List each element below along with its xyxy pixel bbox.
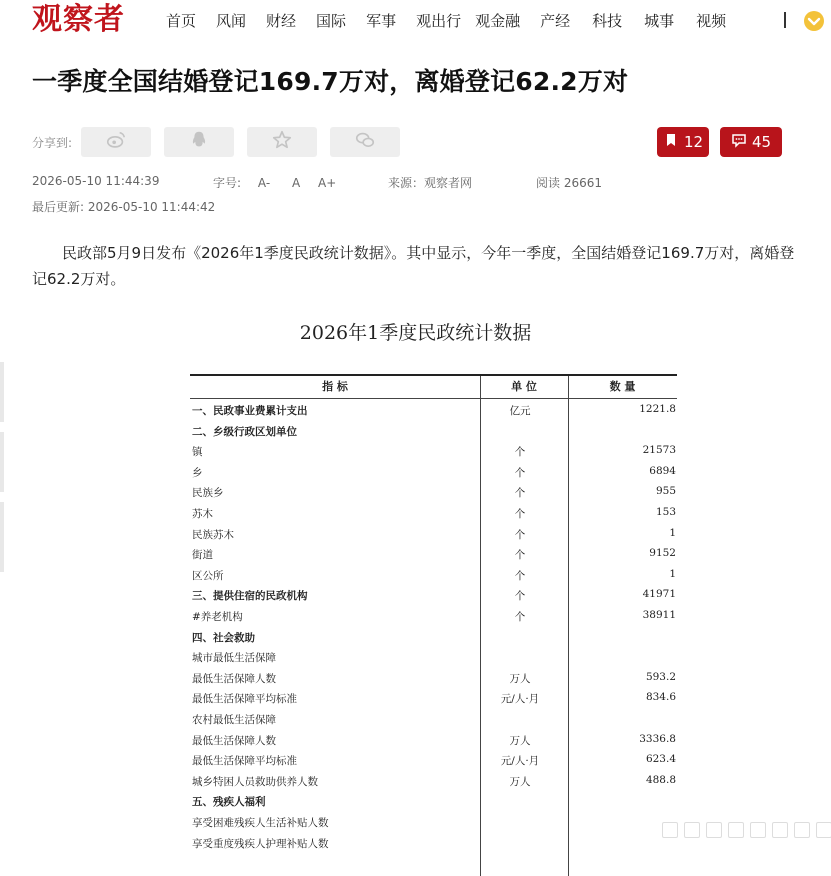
comment-icon bbox=[731, 132, 752, 152]
header-value: 数 量 bbox=[609, 380, 636, 393]
row-indicator: #养老机构 bbox=[192, 611, 243, 623]
font-size-control bbox=[213, 174, 336, 191]
statistics-table bbox=[190, 374, 677, 876]
nav-item-travel[interactable]: 观出行 bbox=[416, 12, 462, 30]
row-value: 41971 bbox=[642, 588, 676, 601]
nav-menu bbox=[166, 10, 726, 32]
nav-item-video[interactable]: 视频 bbox=[696, 12, 727, 30]
bookmark-button[interactable] bbox=[657, 127, 709, 157]
row-indicator: 乡 bbox=[192, 466, 203, 479]
table-row bbox=[190, 627, 677, 648]
row-indicator: 享受重度残疾人护理补贴人数 bbox=[192, 837, 329, 850]
row-unit: 万人 bbox=[509, 672, 531, 685]
table-row bbox=[190, 441, 677, 462]
row-value: 1221.8 bbox=[639, 403, 676, 415]
nav-item-city[interactable]: 城事 bbox=[644, 12, 675, 30]
table-row bbox=[190, 730, 677, 751]
weibo-icon bbox=[105, 129, 127, 155]
row-indicator: 最低生活保障平均标准 bbox=[192, 755, 297, 768]
row-unit: 个 bbox=[514, 569, 526, 582]
table-row bbox=[190, 524, 677, 545]
statistics-figure bbox=[0, 300, 831, 855]
row-indicator: 区公所 bbox=[192, 569, 224, 582]
row-indicator: 二、乡级行政区划单位 bbox=[192, 425, 297, 438]
share-qq-button[interactable] bbox=[164, 127, 234, 157]
row-unit: 个 bbox=[514, 611, 526, 623]
row-indicator: 四、社会救助 bbox=[192, 631, 255, 644]
bookmark-icon bbox=[663, 132, 684, 152]
row-indicator: 镇 bbox=[192, 446, 203, 459]
table-row bbox=[190, 709, 677, 730]
overlay-dot bbox=[750, 822, 766, 838]
star-icon bbox=[271, 129, 293, 155]
overlay-dot bbox=[662, 822, 678, 838]
table-row bbox=[190, 750, 677, 771]
row-unit: 元/人·月 bbox=[500, 693, 540, 706]
row-indicator: 最低生活保障人数 bbox=[192, 734, 276, 747]
header-indicator: 指 标 bbox=[322, 380, 348, 393]
overlay-dot bbox=[684, 822, 700, 838]
row-indicator: 一、民政事业费累计支出 bbox=[192, 405, 308, 417]
row-value: 9152 bbox=[649, 547, 676, 560]
table-row bbox=[190, 585, 677, 606]
row-value: 1 bbox=[669, 526, 676, 539]
side-edge bbox=[0, 432, 4, 492]
row-value: 834.6 bbox=[645, 691, 676, 704]
side-edge bbox=[0, 362, 4, 422]
row-value: 38911 bbox=[642, 609, 676, 621]
header-divider bbox=[190, 398, 677, 399]
table-row bbox=[190, 400, 677, 421]
row-indicator: 民族乡 bbox=[192, 487, 224, 500]
nav-divider bbox=[784, 12, 786, 28]
nav-item-fengwen[interactable]: 风闻 bbox=[216, 12, 247, 30]
table-row bbox=[190, 606, 677, 627]
row-unit: 亿元 bbox=[509, 405, 531, 417]
row-indicator: 街道 bbox=[192, 549, 213, 562]
row-value: 21573 bbox=[642, 444, 676, 457]
table-row bbox=[190, 771, 677, 792]
table-row bbox=[190, 791, 677, 812]
table-row bbox=[190, 421, 677, 442]
comment-button[interactable] bbox=[720, 127, 782, 157]
table-row bbox=[190, 482, 677, 503]
row-unit: 个 bbox=[514, 466, 526, 479]
row-indicator: 三、提供住宿的民政机构 bbox=[192, 590, 308, 603]
publish-time: 2026-05-10 11:44:39 bbox=[32, 174, 160, 188]
wechat-icon bbox=[354, 129, 376, 155]
row-value: 488.8 bbox=[645, 773, 676, 786]
row-value: 623.4 bbox=[645, 753, 676, 766]
table-row bbox=[190, 833, 677, 854]
row-indicator: 享受困难残疾人生活补贴人数 bbox=[192, 817, 329, 829]
read-count: 阅读 26661 bbox=[536, 176, 602, 190]
article-title: 一季度全国结婚登记169.7万对，离婚登记62.2万对 bbox=[32, 67, 629, 96]
share-wechat-button[interactable] bbox=[330, 127, 400, 157]
row-value: 593.2 bbox=[645, 670, 676, 683]
nav-item-finance[interactable]: 财经 bbox=[266, 12, 297, 30]
last-updated: 最后更新: 2026-05-10 11:44:42 bbox=[32, 200, 216, 214]
row-unit: 个 bbox=[514, 487, 526, 500]
row-unit: 万人 bbox=[509, 775, 531, 788]
font-normal-button[interactable]: A bbox=[291, 176, 301, 190]
row-indicator: 苏木 bbox=[192, 508, 213, 520]
overlay-dot bbox=[794, 822, 810, 838]
row-value: 955 bbox=[655, 485, 676, 498]
share-weibo-button[interactable] bbox=[81, 127, 151, 157]
table-row bbox=[190, 668, 677, 689]
site-logo[interactable]: 观察者 bbox=[32, 2, 125, 37]
nav-item-tech[interactable]: 科技 bbox=[592, 12, 623, 30]
row-unit: 个 bbox=[514, 446, 526, 459]
nav-item-industry[interactable]: 产经 bbox=[540, 12, 571, 30]
row-unit: 个 bbox=[514, 528, 526, 541]
share-label: 分享到: bbox=[32, 136, 73, 150]
article-paragraph: 民政部5月9日发布《2026年1季度民政统计数据》。其中显示，今年一季度，全国结婚登记169.7万对，离婚登记62.2万对。 bbox=[32, 244, 795, 288]
top-nav bbox=[0, 0, 831, 42]
row-indicator: 最低生活保障人数 bbox=[192, 672, 276, 685]
table-row bbox=[190, 812, 677, 833]
table-row bbox=[190, 647, 677, 668]
row-unit: 万人 bbox=[509, 734, 531, 747]
table-row bbox=[190, 688, 677, 709]
comment-count: 45 bbox=[751, 133, 772, 151]
row-indicator: 五、残疾人福利 bbox=[192, 796, 266, 809]
row-indicator: 城乡特困人员救助供养人数 bbox=[192, 775, 318, 788]
nav-item-home[interactable]: 首页 bbox=[166, 12, 197, 30]
figure-title: 2026年1季度民政统计数据 bbox=[299, 322, 532, 344]
font-smaller-button[interactable]: A- bbox=[257, 176, 271, 190]
overlay-dot bbox=[816, 822, 831, 838]
nav-item-fintech[interactable]: 观金融 bbox=[475, 12, 521, 30]
font-size-label: 字号: bbox=[213, 176, 242, 190]
row-indicator: 城市最低生活保障 bbox=[192, 652, 276, 665]
row-value: 3336.8 bbox=[639, 732, 676, 745]
article-source: 来源：观察者网 bbox=[388, 176, 473, 190]
font-larger-button[interactable]: A+ bbox=[318, 176, 337, 190]
row-unit: 个 bbox=[514, 549, 526, 562]
row-indicator: 民族苏木 bbox=[192, 528, 234, 541]
row-indicator: 最低生活保障平均标准 bbox=[192, 693, 297, 706]
row-value: 153 bbox=[655, 506, 676, 518]
row-unit: 个 bbox=[514, 508, 526, 520]
header-unit: 单 位 bbox=[511, 380, 537, 393]
table-row bbox=[190, 544, 677, 565]
qq-icon bbox=[188, 129, 210, 155]
image-overlay-dots bbox=[662, 822, 831, 838]
chevron-down-icon[interactable] bbox=[803, 10, 825, 32]
overlay-dot bbox=[706, 822, 722, 838]
table-row bbox=[190, 565, 677, 586]
side-edge bbox=[0, 502, 4, 572]
row-value: 6894 bbox=[649, 464, 676, 477]
row-value: 1 bbox=[669, 567, 676, 580]
bookmark-count: 12 bbox=[683, 133, 704, 151]
row-unit: 个 bbox=[514, 590, 526, 603]
row-indicator: 农村最低生活保障 bbox=[192, 714, 276, 726]
overlay-dot bbox=[728, 822, 744, 838]
article-body bbox=[32, 240, 802, 292]
row-unit: 元/人·月 bbox=[500, 755, 540, 768]
table-row bbox=[190, 462, 677, 483]
nav-item-international[interactable]: 国际 bbox=[316, 12, 347, 30]
share-favorite-button[interactable] bbox=[247, 127, 317, 157]
table-row bbox=[190, 503, 677, 524]
nav-item-military[interactable]: 军事 bbox=[366, 12, 397, 30]
overlay-dot bbox=[772, 822, 788, 838]
